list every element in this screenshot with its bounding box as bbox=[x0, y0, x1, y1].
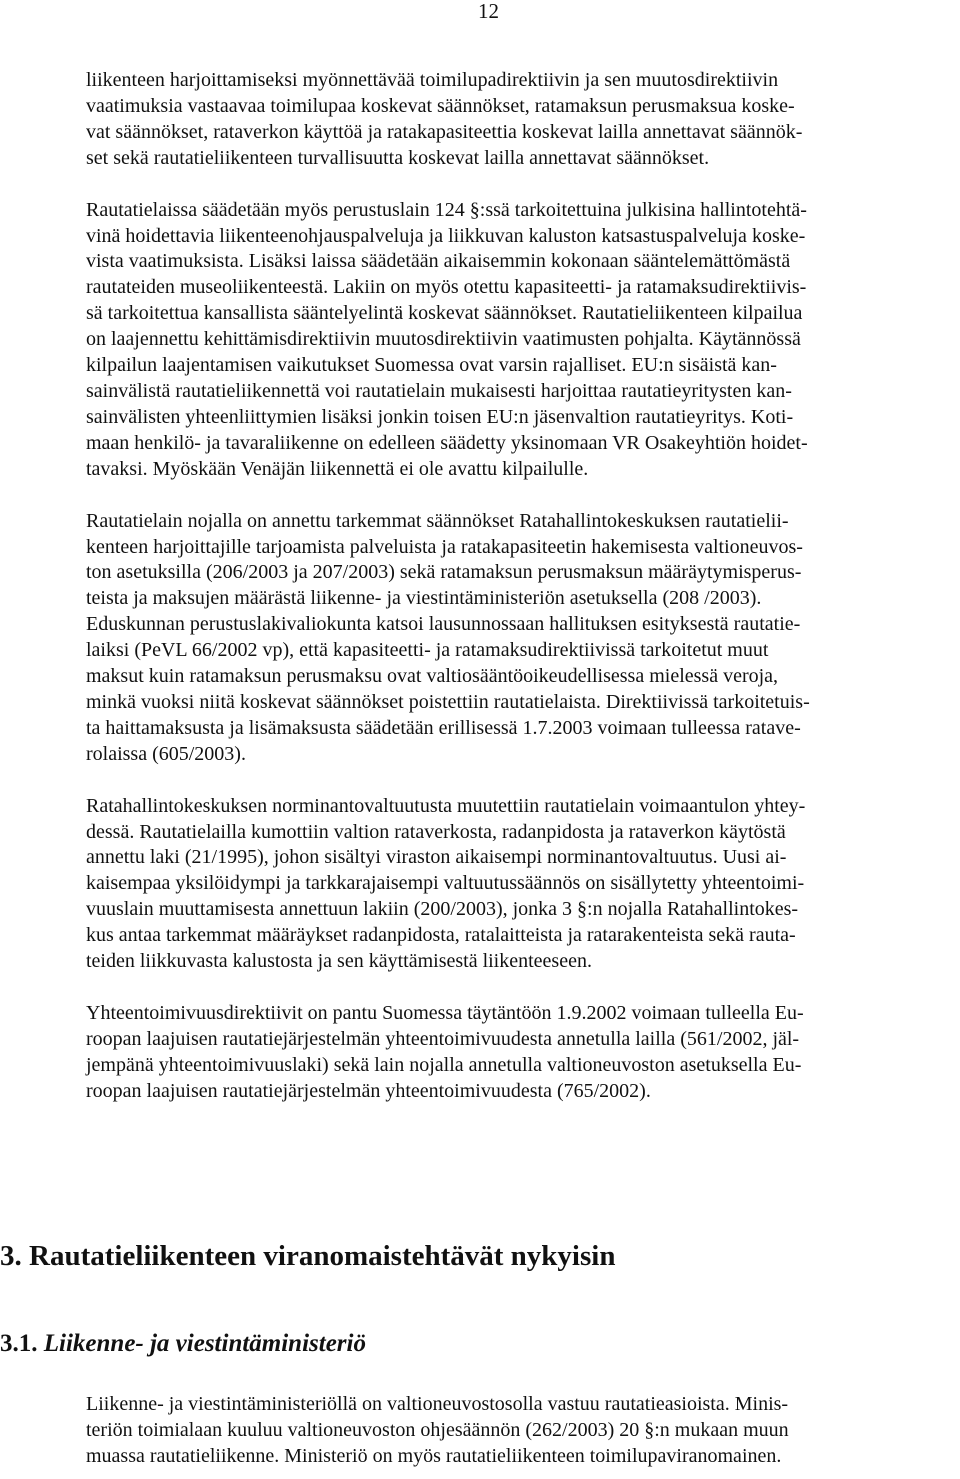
subsection-title: Liikenne- ja viestintäministeriö bbox=[43, 1330, 366, 1357]
section-heading: 3. Rautatieliikenteen viranomaistehtävät nykyisin bbox=[0, 1240, 616, 1272]
paragraph-4: Ratahallintokeskuksen norminantovaltuutusta muutettiin rautatielain voimaantulon yhtey- dessä. Rautatielailla kumottiin valtion rataverkosta, radanpidosta ja rataverkon käytöstä annettu laki (21/1995), johon sisältyi viraston aikaisempi norminantovaltuutus. Uusi ai- kaisempaa yksilöidympi ja tarkkarajaisempi valtuutussäännös on sisällytetty yhteentoimi- vuuslain muuttamisesta annettuun lakiin (200/2003), jonka 3 §:n nojalla Ratahallintokes- kus antaa tarkemmat määräykset radanpidosta, ratalaitteista ja ratarakenteista sekä rauta- teiden liikkuvasta kalustosta ja sen käyttämisestä liikenteeseen. bbox=[86, 794, 806, 973]
document-body bbox=[86, 68, 952, 1105]
paragraph-1: liikenteen harjoittamiseksi myönnettävää toimilupadirektiivin ja sen muutosdirektiivin vaatimuksia vastaavaa toimilupaa koskevat säännökset, ratamaksun perusmaksua koske- vat säännökset, rataverkon käyttöä ja ratakapasiteettia koskevat lailla annettavat säännök- set sekä rautatieliikenteen turvallisuutta koskevat lailla annettavat säännökset. bbox=[86, 69, 803, 169]
subsection-body bbox=[86, 1392, 952, 1470]
paragraph-6: Liikenne- ja viestintäministeriöllä on valtioneuvostosolla vastuu rautatieasioista. Minis- teriön toimialaan kuuluu valtioneuvoston ohjesäännön (262/2003) 20 §:n mukaan muun muassa rautatieliikenne. Ministeriö on myös rautatieliikenteen toimilupaviranomainen. bbox=[86, 1393, 789, 1467]
subsection-heading bbox=[0, 1328, 366, 1360]
paragraph-5: Yhteentoimivuusdirektiivit on pantu Suomessa täytäntöön 1.9.2002 voimaan tulleella Eu- roopan laajuisen rautatiejärjestelmän yhteentoimivuudesta annetulla lailla (561/2002, jäl- jempänä yhteentoimivuuslaki) sekä lain nojalla annetulla valtioneuvoston asetuksella Eu- roopan laajuisen rautatiejärjestelmän yhteentoimivuudesta (765/2002). bbox=[86, 1002, 804, 1102]
page-number: 12 bbox=[478, 0, 499, 23]
subsection-number: 3.1. bbox=[0, 1330, 38, 1357]
paragraph-3: Rautatielain nojalla on annettu tarkemmat säännökset Ratahallintokeskuksen rautatielii- kenteen harjoittajille tarjoamista palveluista ja ratakapasiteetin hakemisesta valtioneuvos- ton asetuksilla (206/2003 ja 207/2003) sekä ratamaksun perusmaksun määräytymisperus- teista ja maksujen määrästä liikenne- ja viestintäministeriön asetuksella (208 /2003). Eduskunnan perustuslakivaliokunta katsoi lausunnossaan hallituksen esityksestä rautatie- laiksi (PeVL 66/2002 vp), että kapasiteetti- ja ratamaksudirektiivissä tarkoitetut muut maksut kuin ratamaksun perusmaksu ovat valtiosääntöoikeudellisessa mielessä veroja, minkä vuoksi niitä koskevat säännökset poistettiin rautatielaista. Direktiivissä tarkoitetuis- ta haittamaksusta ja lisämaksusta säädetään erillisessä 1.7.2003 voimaan tulleessa ratave- rolaissa (605/2003). bbox=[86, 509, 810, 765]
paragraph-2: Rautatielaissa säädetään myös perustuslain 124 §:ssä tarkoitettuina julkisina hallintotehtä- vinä hoidettavia liikenteenohjauspalveluja ja liikkuvan kaluston katsastuspalveluja koske- vista vaatimuksista. Lisäksi laissa säädetään aikaisemmin kokonaan sääntelemättömästä rautateiden museoliikenteestä. Lakiin on myös otettu kapasiteetti- ja ratamaksudirektiivis- sä tarkoitettua kansallista sääntelyelintä koskevat säännökset. Rautatieliikenteen kilpailua on laajennettu kehittämisdirektiivin muutosdirektiivin vaatimusten pohjalta. Käytännössä kilpailun laajentamisen vaikutukset Suomessa ovat varsin rajalliset. EU:n sisäistä kan- sainvälistä rautatieliikennettä voi rautatielain mukaisesti harjoittaa rautatieyritysten kan- sainvälisten yhteenliittymien lisäksi jonkin toisen EU:n jäsenvaltion rautatieyritys. Koti- maan henkilö- ja tavaraliikenne on edelleen säädetty yksinomaan VR Osakeyhtiön hoidet- tavaksi. Myöskään Venäjän liikennettä ei ole avattu kilpailulle. bbox=[86, 198, 808, 480]
